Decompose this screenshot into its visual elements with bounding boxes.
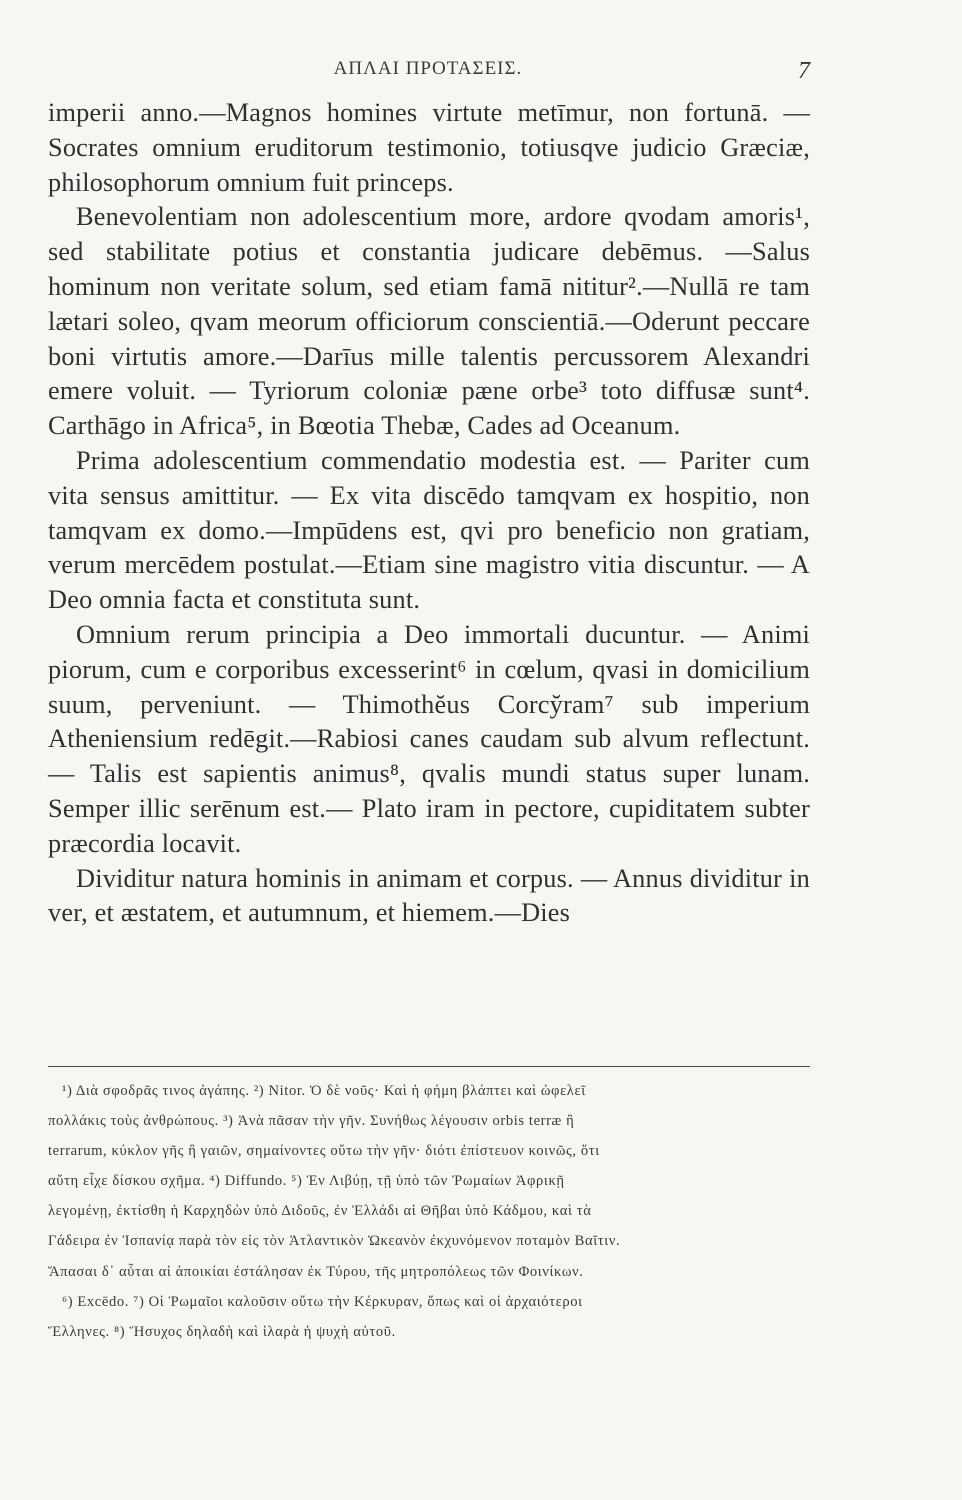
running-title: ΑΠΛΑΙ ΠΡΟΤΑΣΕΙΣ. xyxy=(333,58,523,79)
footnote-divider xyxy=(48,1066,810,1067)
paragraph: Omnium rerum principia a Deo immortali ducuntur. — Animi piorum, cum e corporibus excesserint⁶ in cœlum, qvasi in domicilium suum, perveniunt. — Thimothĕus Corcy̆ram⁷ sub imperium Atheniensium redēgit.—Rabiosi canes caudam sub alvum reflectunt. — Talis est sapientis animus⁸, qvalis mundi status super lunam. Semper illic serēnum est.— Plato iram in pectore, cupiditatem subter præcordia locavit. xyxy=(48,619,810,858)
footnotes xyxy=(48,1076,810,1347)
paragraph: imperii anno.—Magnos homines virtute metīmur, non fortunā. — Socrates omnium eruditorum testimonio, totiusqve judicio Græciæ, philosophorum omnium fuit princeps. xyxy=(48,98,810,197)
footnote-line: terrarum, κύκλον γῆς ἢ γαιῶν, σημαίνοντες οὕτω τὴν γῆν· διότι ἐπίστευον κοινῶς, ὅτι xyxy=(48,1143,600,1160)
paragraph: Prima adolescentium commendatio modestia est. — Pariter cum vita sensus amittitur. — Ex vita discēdo tamqvam ex hospitio, non tamqvam ex domo.—Impūdens est, qvi pro beneficio non gratiam, verum mercēdem postulat.—Etiam sine magistro vitia discuntur. — A Deo omnia facta et constituta sunt. xyxy=(48,445,810,615)
footnote-line: πολλάκις τοὺς ἀνθρώπους. ³) Ἀνὰ πᾶσαν τὴν γῆν. Συνήθως λέγουσιν orbis terræ ἢ xyxy=(48,1113,575,1130)
footnote-line: ⁶) Excēdo. ⁷) Οἱ Ῥωμαῖοι καλοῦσιν οὕτω τὴν Κέρκυραν, ὅπως καὶ οἱ ἀρχαιότεροι xyxy=(62,1293,583,1310)
footnote-line: Γάδειρα ἐν Ἱσπανίᾳ παρὰ τὸν εἰς τὸν Ἀτλαντικὸν Ὠκεανὸν ἐκχυνόμενον ποταμὸν Βαῖτιν. xyxy=(48,1233,621,1250)
footnote-line: Ἕλληνες. ⁸) Ἥσυχος δηλαδὴ καὶ ἱλαρὰ ἡ ψυχὴ αὐτοῦ. xyxy=(48,1323,396,1340)
footnote-line: ¹) Διὰ σφοδρᾶς τινος ἀγάπης. ²) Nitor. Ὁ δὲ νοῦς· Καὶ ἡ φήμη βλάπτει καὶ ὠφελεῖ xyxy=(62,1083,586,1099)
footnote-line: αὕτη εἶχε δίσκου σχῆμα. ⁴) Diffundo. ⁵) Ἐν Λιβύῃ, τῇ ὑπὸ τῶν Ῥωμαίων Ἀφρικῇ xyxy=(48,1173,565,1190)
page-number: 7 xyxy=(798,58,810,84)
page-header xyxy=(48,58,808,90)
footnote-line: λεγομένῃ, ἐκτίσθη ἡ Καρχηδὼν ὑπὸ Διδοῦς, ἐν Ἑλλάδι αἱ Θῆβαι ὑπὸ Κάδμου, καὶ τὰ xyxy=(48,1203,592,1220)
paragraph: Dividitur natura hominis in animam et corpus. — Annus dividitur in ver, et æstatem, et autumnum, et hiemem.—Dies xyxy=(48,863,810,928)
footnote-line: Ἅπασαι δ᾽ αὗται αἱ ἀποικίαι ἐστάλησαν ἐκ Τύρου, τῆς μητροπόλεως τῶν Φοινίκων. xyxy=(48,1263,584,1280)
main-text xyxy=(48,96,810,931)
paragraph: Benevolentiam non adolescentium more, ardore qvodam amoris¹, sed stabilitate potius et constantia judicare debēmus. —Salus hominum non veritate solum, sed etiam famā nititur².—Nullā re tam lætari soleo, qvam meorum officiorum conscientiā.—Oderunt peccare boni virtutis amore.—Darīus mille talentis percussorem Alexandri emere voluit. — Tyriorum coloniæ pæne orbe³ toto diffusæ sunt⁴. Carthāgo in Africa⁵, in Bœotia Thebæ, Cades ad Oceanum. xyxy=(48,202,810,441)
